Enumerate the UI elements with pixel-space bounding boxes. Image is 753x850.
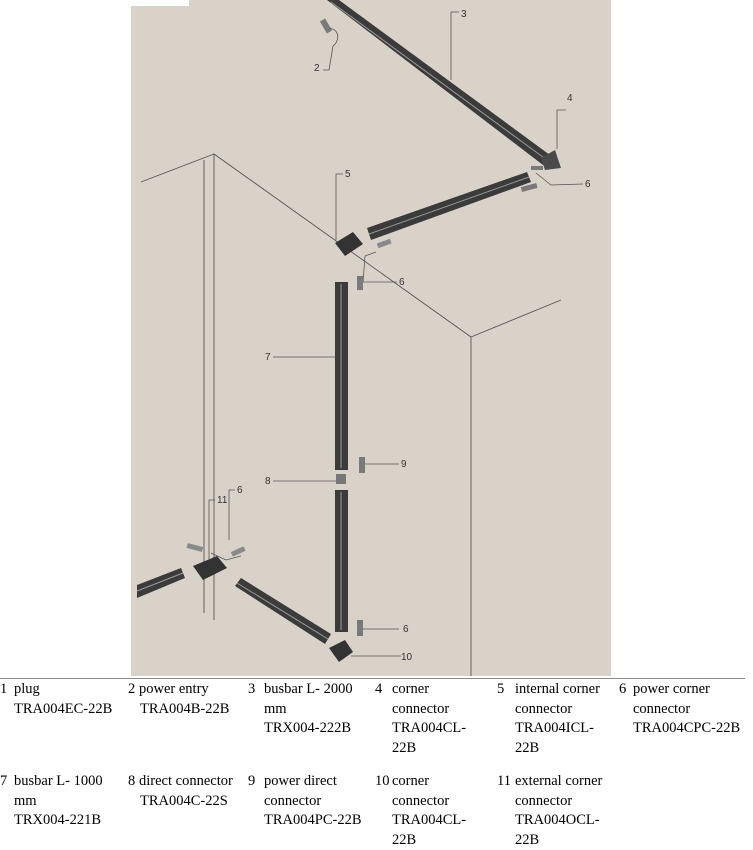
- callout-8: 8: [265, 476, 271, 487]
- legend-name: power entry: [139, 681, 209, 697]
- legend-number: 5: [497, 681, 505, 697]
- power-corner-connector-6c: [357, 620, 363, 636]
- legend-number: 3: [248, 681, 256, 697]
- legend-name: plug: [14, 681, 40, 697]
- legend-number: 2: [128, 681, 136, 697]
- callout-6-upper: 6: [585, 179, 591, 190]
- track-busbar-1000-lower: [335, 490, 348, 632]
- legend-number: 6: [619, 681, 627, 697]
- callout-10: 10: [401, 652, 413, 663]
- callout-9: 9: [401, 459, 407, 470]
- legend-number: 9: [248, 773, 256, 789]
- callout-2: 2: [314, 63, 320, 74]
- callout-6-middle: 6: [399, 277, 405, 288]
- legend-code: TRA004ICL-22B: [515, 720, 594, 756]
- legend-name: power corner connector: [633, 681, 710, 717]
- top-left-notch: [131, 0, 189, 6]
- legend-code: TRX004-222B: [264, 720, 351, 736]
- legend-code: TRA004C-22S: [140, 792, 228, 809]
- legend-number: 1: [0, 681, 8, 697]
- legend-name: busbar L- 2000 mm: [264, 681, 353, 717]
- legend-code: TRA004EC-22B: [14, 700, 113, 717]
- legend-code: TRA004OCL-22B: [515, 812, 600, 848]
- legend-name: corner connector: [392, 681, 450, 717]
- legend-code: TRA004CL-22B: [392, 720, 467, 756]
- callout-4: 4: [567, 93, 573, 104]
- parts-legend: [0, 678, 753, 849]
- callout-11: 11: [217, 495, 228, 506]
- legend-number: 8: [128, 773, 136, 789]
- legend-code: TRA004CPC-22B: [633, 720, 741, 736]
- legend-name: direct connector: [139, 773, 233, 789]
- legend-number: 7: [0, 773, 8, 789]
- vertical-connector-6: [357, 276, 363, 290]
- callout-6-lower: 6: [403, 624, 409, 635]
- legend-name: busbar L- 1000 mm: [14, 773, 103, 809]
- track-system-diagram: [131, 0, 611, 676]
- legend-name: external corner connector: [515, 773, 603, 809]
- legend-name: power direct connector: [264, 773, 337, 809]
- callout-6-lower-left: 6: [237, 485, 243, 496]
- callout-7: 7: [265, 352, 271, 363]
- legend-code: TRA004CL-22B: [392, 812, 467, 848]
- legend-code: TRX004-221B: [14, 812, 101, 828]
- legend-code: TRA004B-22B: [140, 700, 230, 717]
- legend-number: 4: [375, 681, 383, 697]
- legend-name: corner connector: [392, 773, 450, 809]
- callout-3: 3: [461, 9, 467, 20]
- legend-name: internal corner connector: [515, 681, 600, 717]
- legend-number: 10: [375, 773, 390, 789]
- callout-5: 5: [345, 169, 351, 180]
- legend-code: TRA004PC-22B: [264, 812, 362, 828]
- legend-number: 11: [497, 773, 511, 789]
